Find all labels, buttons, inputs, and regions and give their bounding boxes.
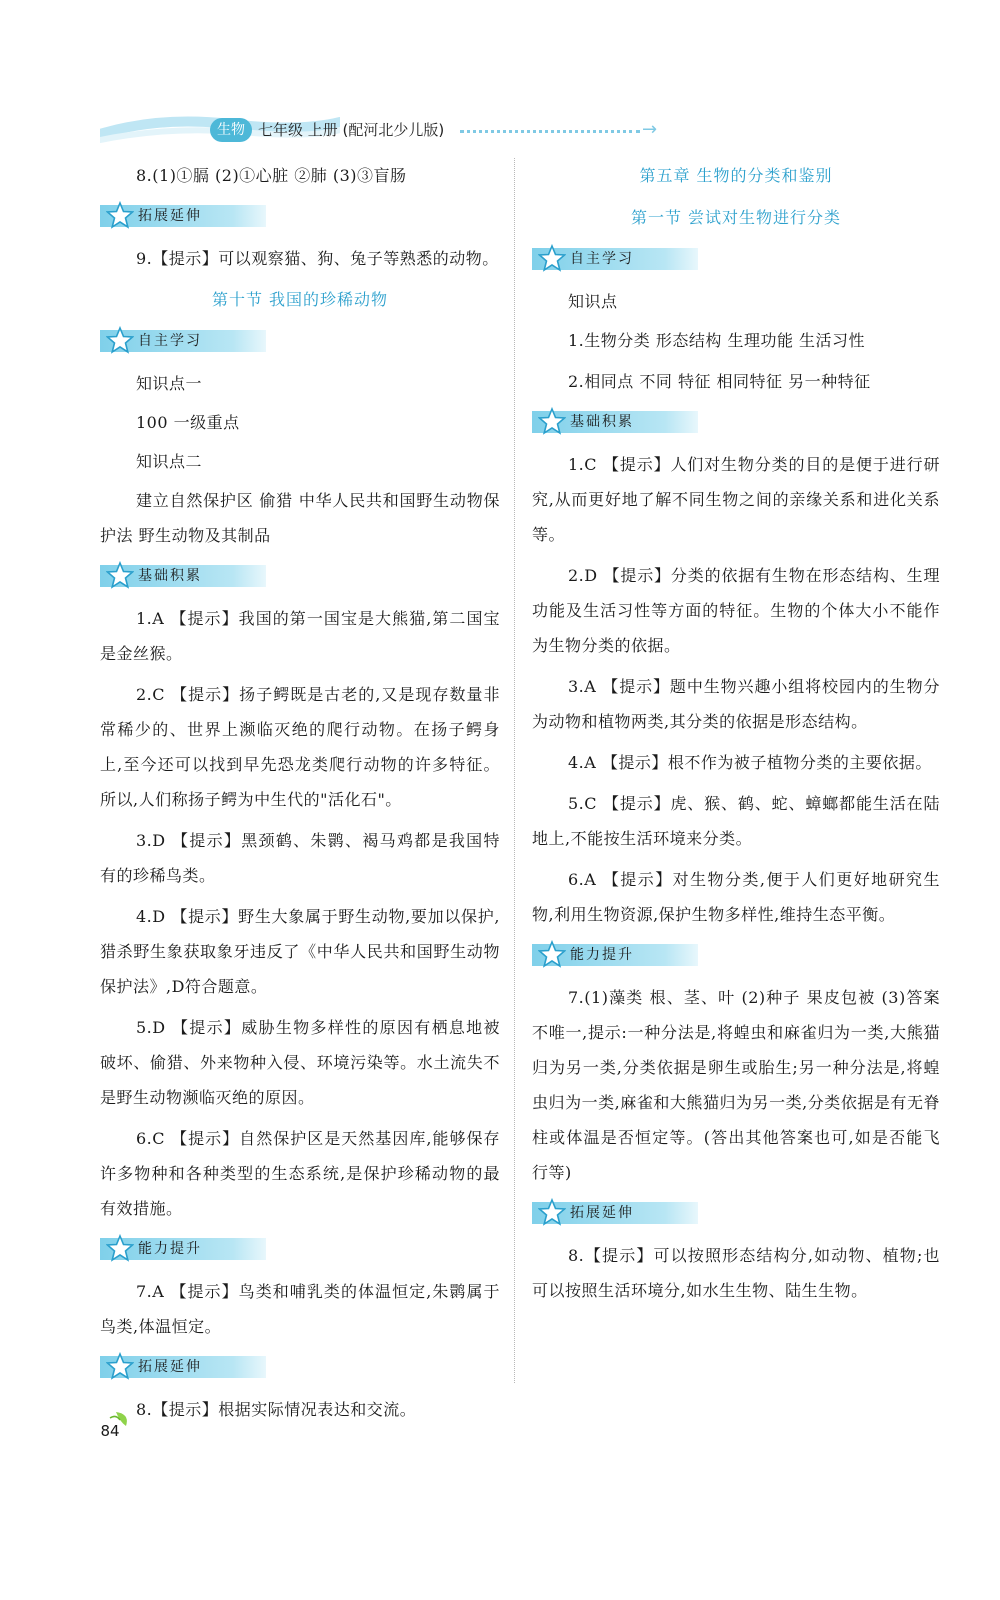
answer-7: 7.A 【提示】鸟类和哺乳类的体温恒定,朱鹮属于鸟类,体温恒定。 (100, 1282, 500, 1336)
page-header (100, 112, 660, 152)
header-dotted-line (460, 130, 640, 133)
section-title: 第十节 我国的珍稀动物 (211, 290, 389, 309)
answer-8: 8.(1)①膈 (2)①心脏 ②肺 (3)③盲肠 (136, 166, 407, 185)
star-icon (106, 1352, 134, 1380)
answer-8: 8.【提示】可以按照形态结构分,如动物、植物;也可以按照生活环境分,如水生生物、陆生生物。 (532, 1246, 940, 1300)
answer-2: 2.D 【提示】分类的依据有生物在形态结构、生理功能及生活习性等方面的特征。生物的个体大小不能作为生物分类的依据。 (532, 566, 940, 655)
knowledge-point-1-title: 知识点一 (136, 374, 203, 393)
knowledge-point-title: 知识点 (568, 292, 618, 311)
answer-1: 1.A 【提示】我国的第一国宝是大熊猫,第二国宝是金丝猴。 (100, 609, 500, 663)
banner-tuozhan (532, 1196, 940, 1230)
book-grade-label: 七年级 上册 (配河北少儿版) (258, 121, 445, 139)
answer-4: 4.A 【提示】根不作为被子植物分类的主要依据。 (568, 753, 932, 772)
answer-7: 7.(1)藻类 根、茎、叶 (2)种子 果皮包被 (3)答案不唯一,提示:一种分法是,将蝗虫和麻雀归为一类,大熊猫归为另一类,分类依据是卵生或胎生;另一种分法是,将蝗虫归为一类,麻雀和大熊猫归为另一类,分类依据是有无脊柱或体温是否恒定等。(答出其他答案也可,如是否能飞行等) (532, 988, 940, 1182)
knowledge-point-2-title: 知识点二 (136, 452, 203, 471)
star-icon (106, 201, 134, 229)
star-icon (106, 326, 134, 354)
banner-label: 基础积累 (570, 414, 634, 430)
answer-5: 5.C 【提示】虎、猴、鹤、蛇、蟑螂都能生活在陆地上,不能按生活环境来分类。 (532, 794, 940, 848)
answer-3: 3.A 【提示】题中生物兴趣小组将校园内的生物分为动物和植物两类,其分类的依据是形态结构。 (532, 677, 940, 731)
answer-5: 5.D 【提示】威胁生物多样性的原因有栖息地被破坏、偷猎、外来物种入侵、环境污染等。水土流失不是野生动物濒临灭绝的原因。 (100, 1018, 500, 1107)
star-icon (106, 561, 134, 589)
answer-6: 6.A 【提示】对生物分类,便于人们更好地研究生物,利用生物资源,保护生物多样性,维持生态平衡。 (532, 870, 940, 924)
answer-8b: 8.【提示】根据实际情况表达和交流。 (136, 1400, 417, 1419)
banner-jichu (532, 405, 940, 439)
banner-zizhu (100, 324, 500, 358)
answer-2: 2.C 【提示】扬子鳄既是古老的,又是现存数量非常稀少的、世界上濒临灭绝的爬行动物。在扬子鳄身上,至今还可以找到早先恐龙类爬行动物的许多特征。所以,人们称扬子鳄为中生代的"活化石"。 (100, 685, 500, 809)
star-icon (106, 1234, 134, 1262)
knowledge-point-1: 1.生物分类 形态结构 生理功能 生活习性 (568, 331, 866, 350)
star-icon (538, 407, 566, 435)
knowledge-point-2: 2.相同点 不同 特征 相同特征 另一种特征 (568, 372, 871, 391)
arrow-right-icon: → (642, 119, 658, 140)
banner-label: 能力提升 (570, 947, 634, 963)
knowledge-point-2-content: 建立自然保护区 偷猎 中华人民共和国野生动物保护法 野生动物及其制品 (100, 491, 500, 545)
page-number-badge (86, 1410, 132, 1450)
banner-label: 自主学习 (138, 333, 202, 349)
banner-tuozhan-1 (100, 199, 500, 233)
banner-label: 基础积累 (138, 568, 202, 584)
answer-4: 4.D 【提示】野生大象属于野生动物,要加以保护,猎杀野生象获取象牙违反了《中华人民共和国野生动物保护法》,D符合题意。 (100, 907, 500, 996)
star-icon (538, 244, 566, 272)
banner-label: 自主学习 (570, 251, 634, 267)
subject-badge: 生物 (210, 118, 252, 142)
banner-label: 能力提升 (138, 1241, 202, 1257)
answer-3: 3.D 【提示】黑颈鹤、朱鹮、褐马鸡都是我国特有的珍稀鸟类。 (100, 831, 500, 885)
answer-6: 6.C 【提示】自然保护区是天然基因库,能够保存许多物种和各种类型的生态系统,是保护珍稀动物的最有效措施。 (100, 1129, 500, 1218)
knowledge-point-1-content: 100 一级重点 (136, 413, 240, 432)
banner-label: 拓展延伸 (138, 1359, 202, 1375)
banner-nengli (532, 938, 940, 972)
left-column (100, 158, 500, 1433)
banner-jichu (100, 559, 500, 593)
banner-nengli (100, 1232, 500, 1266)
page-number: 84 (100, 1422, 120, 1440)
banner-label: 拓展延伸 (570, 1205, 634, 1221)
answer-9: 9.【提示】可以观察猫、狗、兔子等熟悉的动物。 (136, 249, 499, 268)
star-icon (538, 940, 566, 968)
section-title: 第一节 尝试对生物进行分类 (630, 208, 842, 227)
banner-tuozhan-2 (100, 1350, 500, 1384)
star-icon (538, 1198, 566, 1226)
column-divider (514, 158, 515, 1383)
chapter-title: 第五章 生物的分类和鉴别 (639, 166, 833, 185)
right-column (532, 158, 940, 1314)
answer-1: 1.C 【提示】人们对生物分类的目的是便于进行研究,从而更好地了解不同生物之间的亲缘关系和进化关系等。 (532, 455, 940, 544)
banner-zizhu (532, 242, 940, 276)
banner-label: 拓展延伸 (138, 208, 202, 224)
